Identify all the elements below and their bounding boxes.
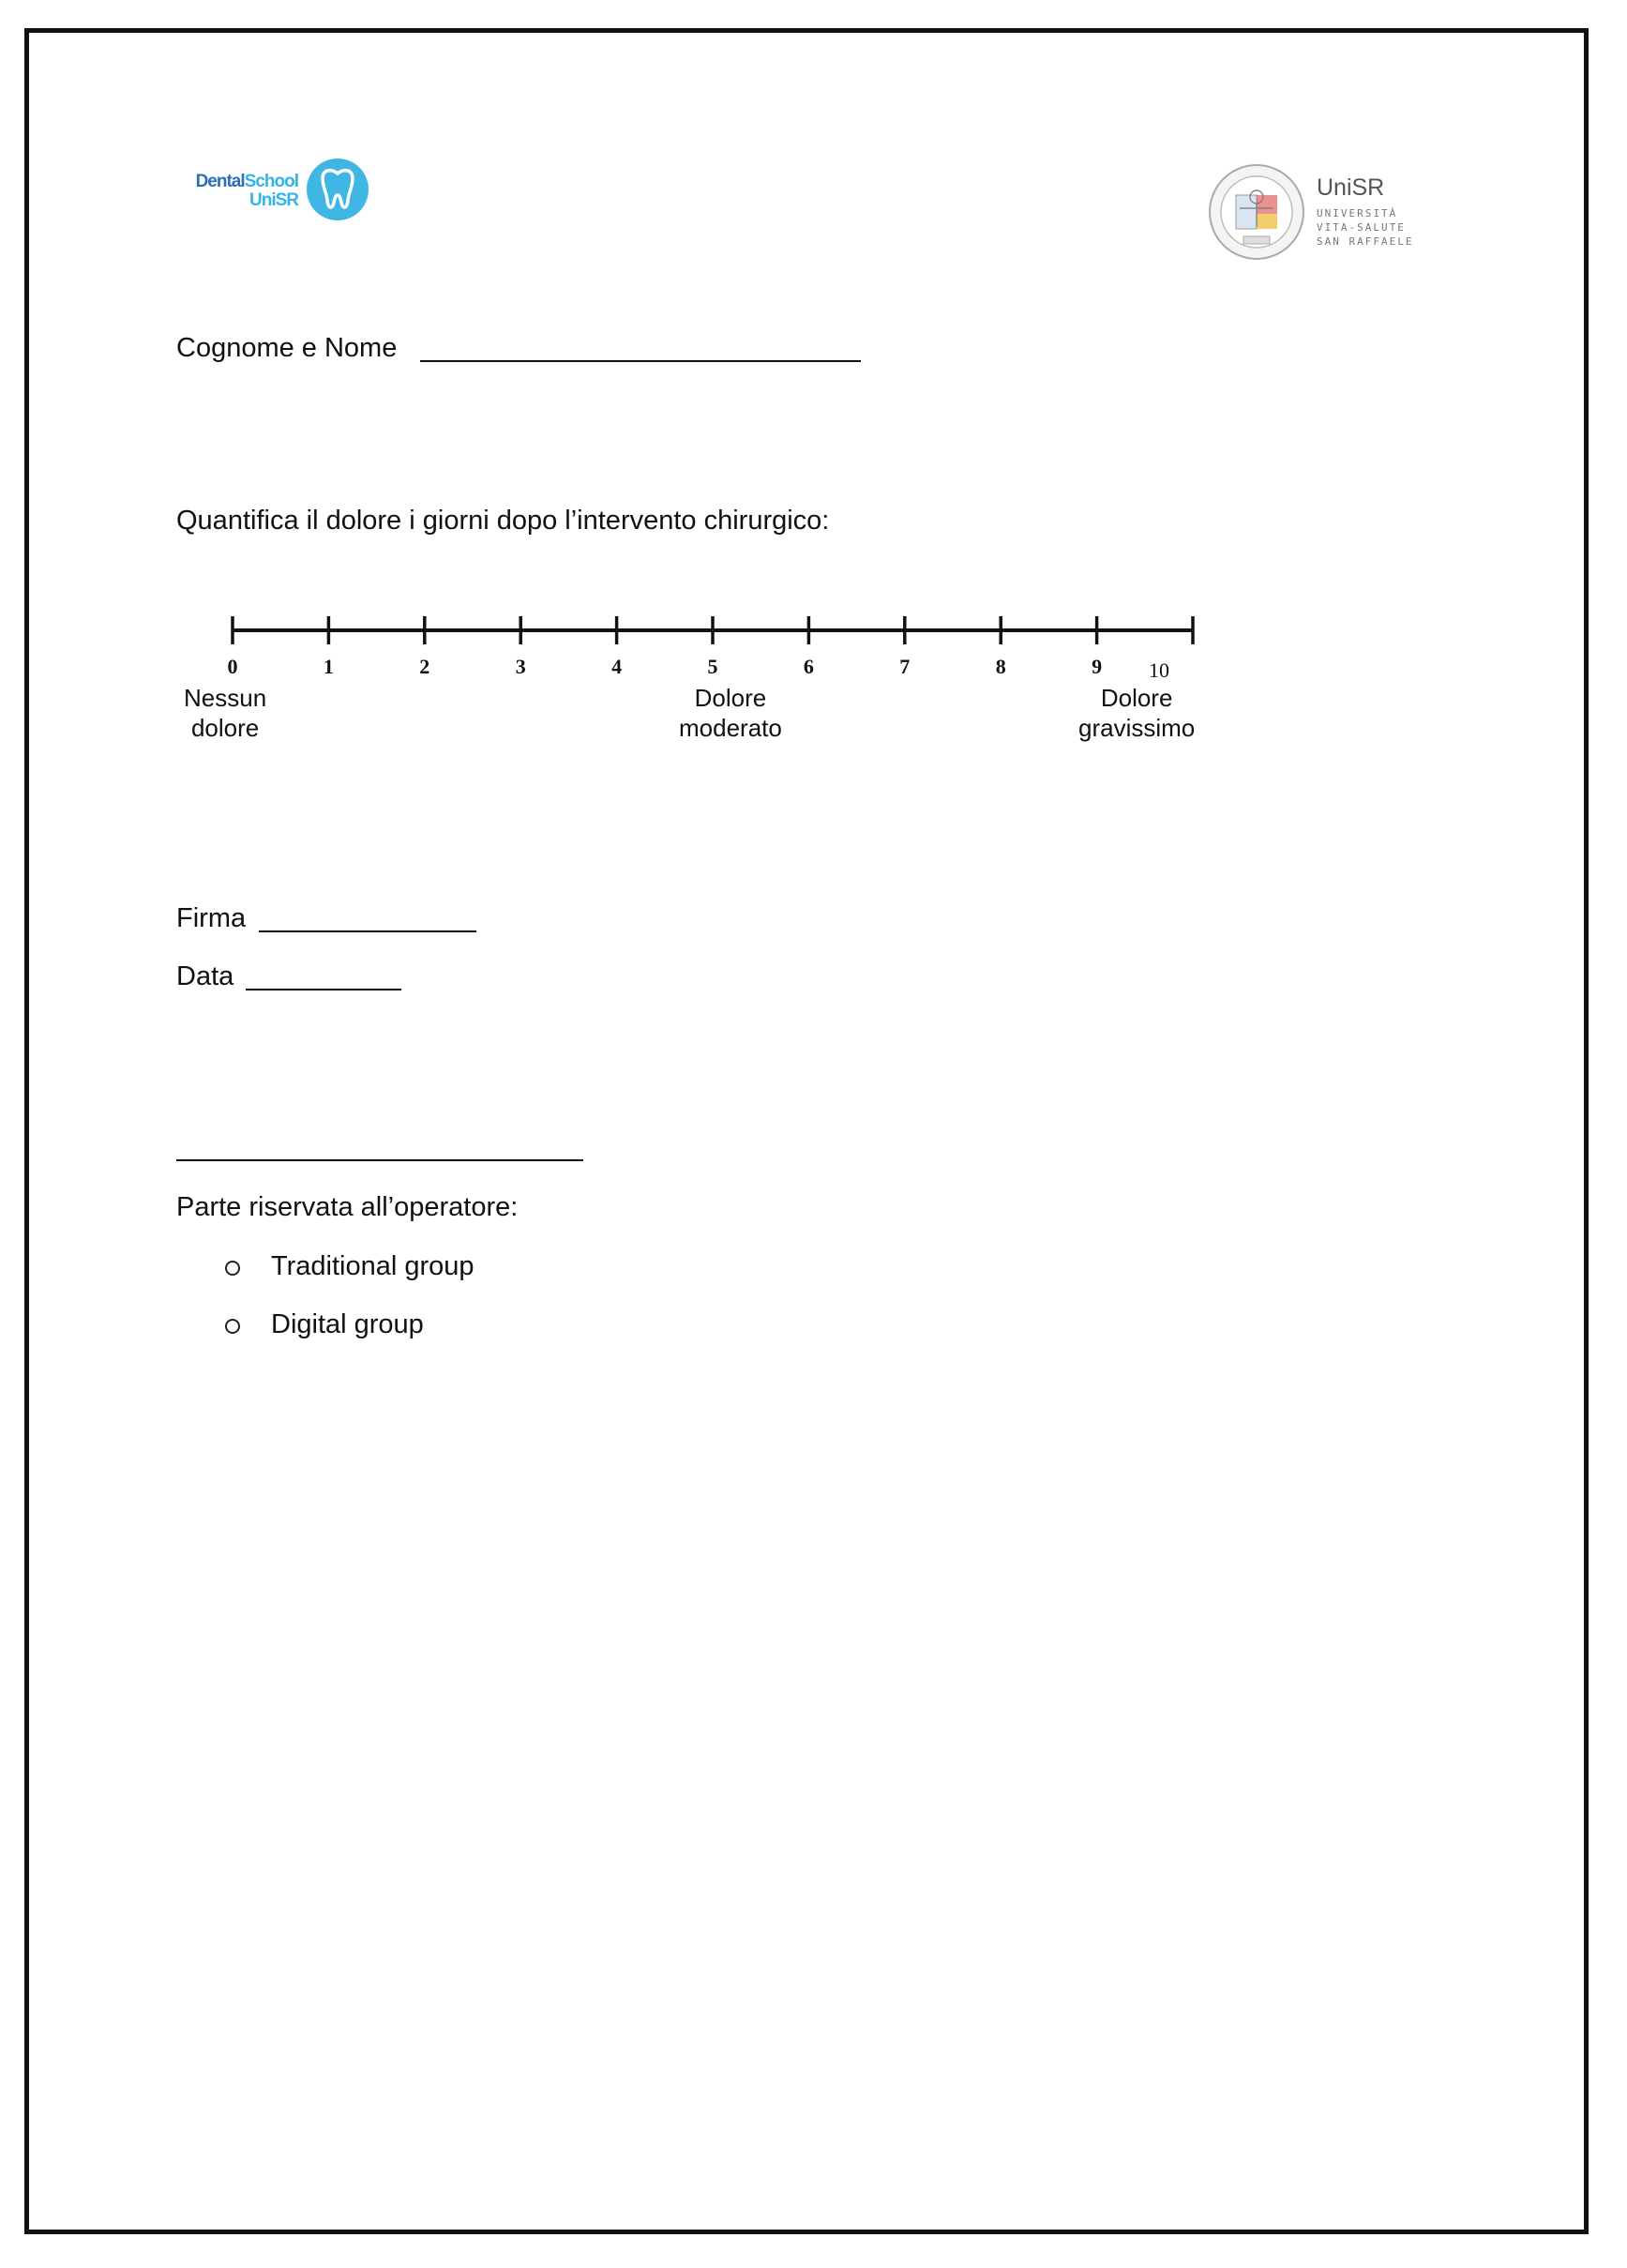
date-field[interactable] [246, 989, 401, 990]
scale-tick-label-8: 8 [995, 655, 1006, 678]
scale-tick-label-9: 9 [1092, 655, 1103, 678]
operator-section-label: Parte riservata all’operatore: [176, 1192, 519, 1222]
scale-tick-label-5: 5 [707, 655, 718, 678]
scale-anchor-high-line2: gravissimo [1078, 714, 1196, 742]
dental-school-word-unisr: UniSR [249, 190, 298, 210]
date-label: Data [176, 961, 234, 991]
dental-school-word-school: School [244, 172, 298, 191]
unisr-name: UniSR [1317, 174, 1385, 201]
scale-anchor-mid-line1: Dolore [694, 684, 767, 712]
pain-scale-axis [228, 616, 1194, 682]
unisr-sub-line-2: VITA-SALUTE [1317, 221, 1406, 234]
unisr-sub-line-3: SAN RAFFAELE [1317, 235, 1414, 248]
scale-anchor-mid-line2: moderato [679, 714, 782, 742]
scale-tick-label-4: 4 [611, 655, 623, 678]
scale-anchor-high-line1: Dolore [1100, 684, 1173, 712]
signature-label: Firma [176, 903, 247, 933]
scale-tick-label-7: 7 [899, 655, 911, 678]
pain-scale [0, 0, 1627, 769]
scale-anchor-low [184, 683, 266, 743]
traditional-group-label: Traditional group [271, 1251, 475, 1281]
scale-tick-label-1: 1 [323, 655, 334, 678]
scale-anchor-low-line1: Nessun [184, 684, 267, 712]
unisr-sub-line-1: UNIVERSITÀ [1317, 207, 1398, 219]
scale-tick-label-3: 3 [515, 655, 526, 678]
scale-anchor-low-line2: dolore [190, 714, 260, 742]
dental-school-word-dental: Dental [195, 172, 245, 191]
scale-tick-label-6: 6 [803, 655, 814, 678]
section-divider [176, 1159, 583, 1161]
traditional-group-radio[interactable] [225, 1261, 240, 1276]
scale-anchor-high [1078, 683, 1195, 743]
scale-tick-label-10: 10 [1149, 658, 1169, 682]
scale-anchor-mid [679, 683, 782, 743]
signature-field[interactable] [259, 930, 476, 932]
name-label: Cognome e Nome [176, 333, 398, 363]
digital-group-label: Digital group [271, 1309, 424, 1339]
scale-tick-label-2: 2 [419, 655, 430, 678]
pain-question: Quantifica il dolore i giorni dopo l’intervento chirurgico: [176, 506, 830, 536]
digital-group-radio[interactable] [225, 1319, 240, 1334]
scale-tick-label-0: 0 [227, 655, 238, 678]
